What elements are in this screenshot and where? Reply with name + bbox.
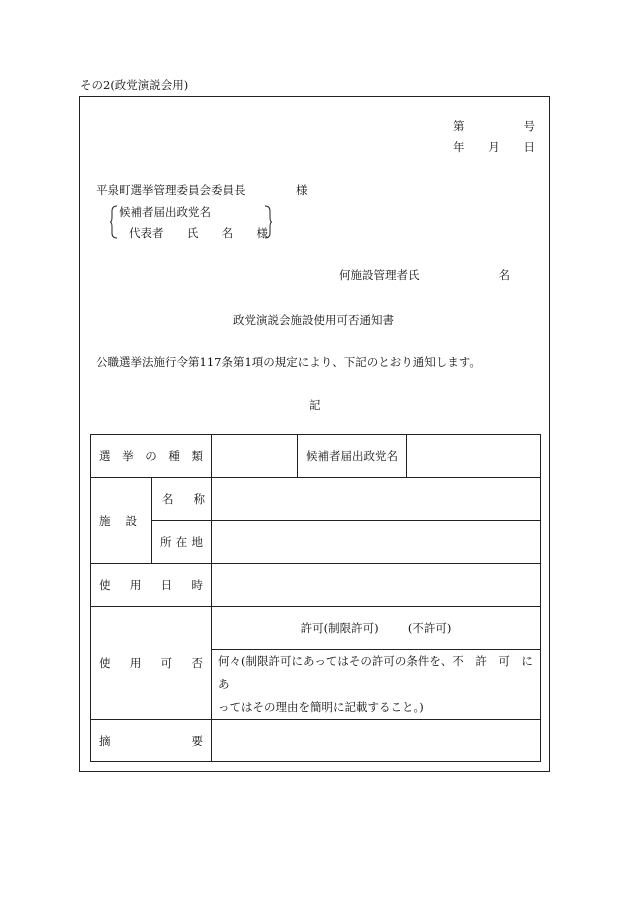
permission-note [212,650,541,720]
sender-title: 何施設管理者 [339,268,408,282]
row-summary [91,720,541,762]
summary-value[interactable] [212,720,541,762]
sender-name-label: 名 [498,268,510,282]
use-datetime-label: 使 用 日 時 [91,564,212,607]
party-name-label: 候補者届出政党名 [119,205,211,219]
facility-name-label: 名 称 [152,478,212,521]
rep-surname-label: 氏 [186,226,199,240]
summary-label: 摘 要 [91,720,212,762]
ki-heading: 記 [309,398,321,412]
row-use-datetime [91,564,541,607]
permission-allow-option[interactable]: 許可(制限許可) [300,621,379,635]
facility-label: 施 設 [91,478,152,564]
addressee-honorific: 様 [296,183,308,197]
permission-options [212,607,541,650]
representative-label: 代表者 [129,226,164,240]
permission-note-line2: ってはその理由を簡明に記載すること。) [218,700,424,714]
document-date-line [453,142,535,154]
addressee: 平泉町選挙管理委員会委員長 [96,183,246,197]
permission-note-line1: 何々(制限許可にあってはその許可の条件を、不 許 可 にあ [218,654,533,691]
permission-label: 使 用 可 否 [91,607,212,720]
party-name-value[interactable] [407,435,541,478]
date-day: 日 [523,140,535,154]
rep-honorific: 様 [256,226,268,240]
number-prefix: 第 [453,119,465,133]
election-type-value[interactable] [212,435,298,478]
rep-name-label: 名 [221,226,234,240]
row-permission-options [91,607,541,650]
sender-line [339,270,510,282]
permission-deny-option[interactable]: (不許可) [407,621,452,635]
facility-address-label: 所 在 地 [152,521,212,564]
representative-line [129,228,268,240]
row-facility-name [91,478,541,521]
form-caption: その2(政党演説会用) [80,78,189,92]
sender-surname-label: 氏 [408,268,420,282]
row-facility-address [91,521,541,564]
facility-address-value[interactable] [212,521,541,564]
document-title: 政党演説会施設使用可否通知書 [233,313,394,327]
row-election-type [91,435,541,478]
election-type-label: 選 挙 の 種 類 [91,435,212,478]
number-suffix: 号 [523,119,535,133]
date-year: 年 [453,140,465,154]
details-table [90,434,541,762]
facility-name-value[interactable] [212,478,541,521]
party-name-cell-label: 候補者届出政党名 [298,435,407,478]
date-month: 月 [488,140,500,154]
body-text: 公職選挙法施行令第117条第1項の規定により、下記のとおり通知します。 [96,355,481,369]
document-number-line [453,121,535,133]
use-datetime-value[interactable] [212,564,541,607]
